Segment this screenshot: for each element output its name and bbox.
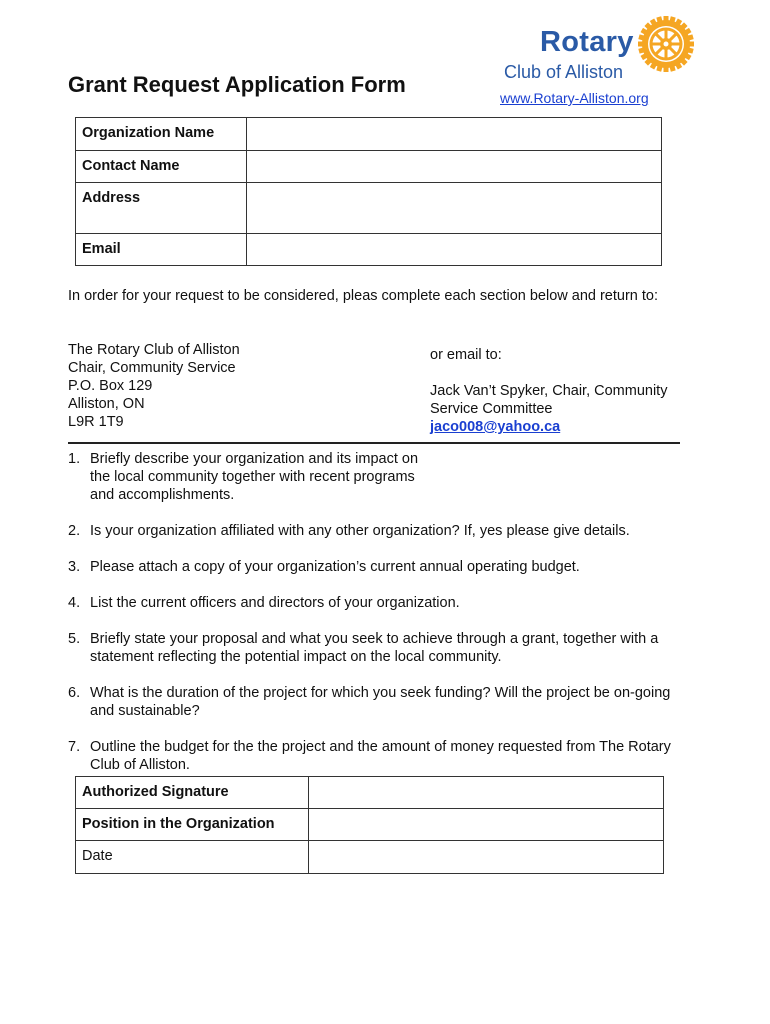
logo-brand: Rotary [540,26,634,58]
contact-line: Service Committee [430,401,553,417]
signature-table [75,776,664,874]
questions-list [68,450,680,792]
table-row [76,777,664,809]
question-text: Please attach a copy of your organization’s current annual operating budget. [90,559,580,575]
question-number: 2. [68,523,81,539]
or-email-label: or email to: [430,347,502,363]
question-number: 5. [68,631,81,647]
table-row [76,118,662,151]
address-line: The Rotary Club of Alliston [68,342,240,358]
question-number: 3. [68,559,81,575]
address-label: Address [76,183,247,234]
question-text: Briefly state your proposal and what you seek to achieve through a grant, together with a statement reflecting the potential impact on the local community. [90,631,659,665]
contact-line: Jack Van’t Spyker, Chair, Community [430,383,668,399]
organization-name-label: Organization Name [76,118,247,151]
list-item [68,522,680,540]
position-field[interactable] [309,809,664,841]
question-text: Outline the budget for the the project and the amount of money requested from The Rotary Club of Alliston. [90,739,671,773]
table-row [76,151,662,183]
question-text: List the current officers and directors of your organization. [90,595,460,611]
question-number: 1. [68,451,81,467]
question-text: Briefly describe your organization and its impact on the local community together with recent programs and accomplishments. [90,451,419,503]
email-field[interactable] [247,234,662,266]
section-divider [68,442,680,444]
address-line: Alliston, ON [68,396,145,412]
page-title: Grant Request Application Form [68,72,406,97]
organization-name-field[interactable] [247,118,662,151]
rotary-wheel-icon [636,14,696,74]
email-link[interactable]: jaco008@yahoo.ca [430,419,561,435]
date-field[interactable] [309,841,664,874]
question-text: What is the duration of the project for which you seek funding? Will the project be on-going and sustainable? [90,685,671,719]
table-row [76,841,664,874]
list-item [68,738,680,774]
table-row [76,809,664,841]
address-line: Chair, Community Service [68,360,236,376]
address-line: P.O. Box 129 [68,378,153,394]
question-number: 6. [68,685,81,701]
email-contact [430,346,667,436]
rotary-logo [500,14,700,84]
logo-subtitle: Club of Alliston [504,62,624,82]
instructions-text: In order for your request to be considered, pleas complete each section below and return to: [68,288,659,304]
question-number: 4. [68,595,81,611]
website-link[interactable]: www.Rotary-Alliston.org [500,90,649,106]
list-item [68,450,680,504]
table-row [76,234,662,266]
list-item [68,558,680,576]
contact-name-label: Contact Name [76,151,247,183]
authorized-signature-field[interactable] [309,777,664,809]
table-row [76,183,662,234]
email-label: Email [76,234,247,266]
address-field[interactable] [247,183,662,234]
authorized-signature-label: Authorized Signature [76,777,309,809]
list-item [68,630,680,666]
contact-name-field[interactable] [247,151,662,183]
position-label: Position in the Organization [76,809,309,841]
question-number: 7. [68,739,81,755]
date-label: Date [76,841,309,874]
list-item [68,594,680,612]
organization-info-table [75,117,662,266]
address-line: L9R 1T9 [68,414,124,430]
mailing-address [68,341,240,431]
list-item [68,684,680,720]
question-text: Is your organization affiliated with any other organization? If, yes please give details. [90,523,630,539]
